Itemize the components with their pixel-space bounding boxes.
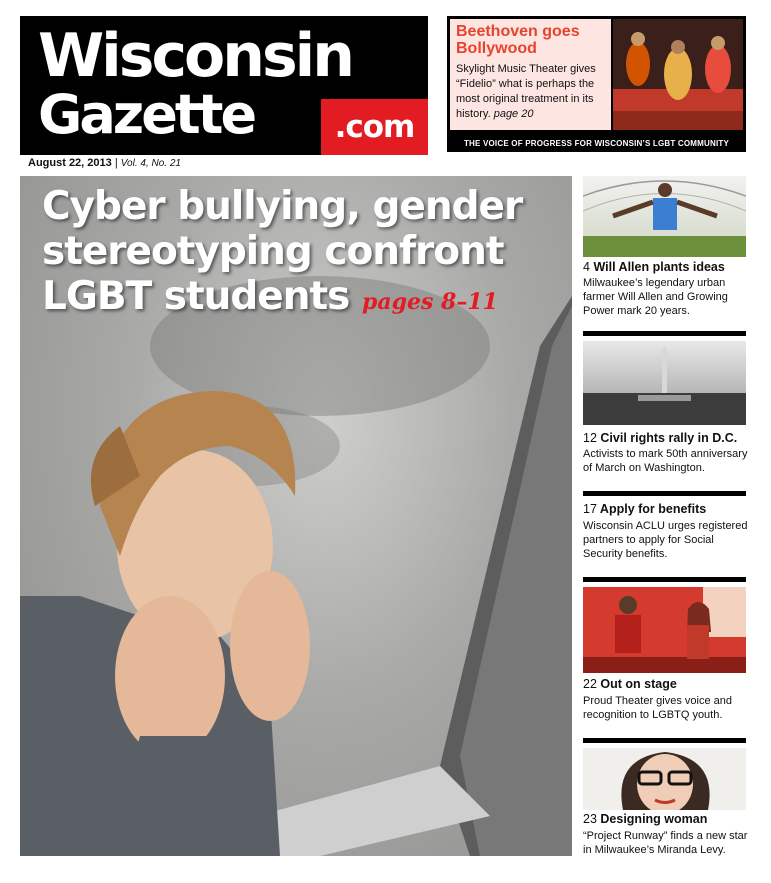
issue-dateline xyxy=(28,157,181,169)
sidebar-item-2-page: 12 xyxy=(583,431,597,445)
sidebar-item-5-label: Designing woman xyxy=(600,812,708,826)
sidebar-item-1-title[interactable] xyxy=(583,260,753,275)
sidebar-divider xyxy=(583,738,746,743)
sidebar-item-5-desc: “Project Runway” finds a new star in Milwaukee’s Miranda Levy. xyxy=(583,830,748,856)
cover-headline xyxy=(42,184,572,325)
sidebar-item-2-title[interactable] xyxy=(583,431,753,446)
masthead-line1: Wisconsin xyxy=(38,21,352,91)
sidebar-photo-miranda-levy xyxy=(583,748,746,810)
masthead xyxy=(20,16,428,155)
sidebar-item-2-desc: Activists to mark 50th anniversary of March on Washington. xyxy=(583,448,748,474)
sidebar-item-4-title[interactable] xyxy=(583,677,753,692)
sidebar-photo-will-allen xyxy=(583,176,746,257)
sidebar-item-3-title[interactable] xyxy=(583,502,753,517)
promo-text-panel xyxy=(450,19,611,130)
cover-story[interactable] xyxy=(20,176,572,856)
sidebar-photo-washington-rally xyxy=(583,341,746,425)
promo-page-ref: page 20 xyxy=(493,108,534,120)
sidebar-photo-proud-theater xyxy=(583,587,746,673)
sidebar-item-5-page: 23 xyxy=(583,812,597,826)
sidebar-item-1-label: Will Allen plants ideas xyxy=(593,260,725,274)
sidebar-item-1-page: 4 xyxy=(583,260,590,274)
promo-desc-text: Skylight Music Theater gives “Fidelio” what is perhaps the most original treatment in its history. xyxy=(456,63,596,120)
dateline-separator: | xyxy=(114,157,121,169)
sidebar-item-3-desc: Wisconsin ACLU urges registered partners to apply for Social Security benefits. xyxy=(583,520,748,560)
promo-headline: Beethoven goes Bollywood xyxy=(456,23,580,57)
sidebar-item-4-label: Out on stage xyxy=(600,677,677,691)
sidebar-item-5-title[interactable] xyxy=(583,812,753,827)
sidebar-item-1-desc: Milwaukee’s legendary urban farmer Will Allen and Growing Power mark 20 years. xyxy=(583,277,728,317)
sidebar-item-3-label: Apply for benefits xyxy=(599,502,707,516)
sidebar-item-4-page: 22 xyxy=(583,677,597,691)
sidebar-divider xyxy=(583,491,746,496)
issue-date: August 22, 2013 xyxy=(28,157,112,169)
promo-photo-dancers xyxy=(613,19,743,130)
cover-pages-ref: pages 8–11 xyxy=(361,289,498,315)
sidebar-item-3-page: 17 xyxy=(583,502,597,516)
promo-box[interactable] xyxy=(447,16,746,152)
sidebar-divider xyxy=(583,577,746,582)
cover-headline-text: Cyber bullying, gender stereotyping confront LGBT students xyxy=(42,184,523,319)
masthead-line2: Gazette xyxy=(38,83,255,146)
masthead-tagline: THE VOICE OF PROGRESS FOR WISCONSIN’S LGBT COMMUNITY xyxy=(463,139,730,148)
promo-description xyxy=(456,62,605,122)
masthead-dotcom: .com xyxy=(321,99,428,155)
sidebar-item-4-desc: Proud Theater gives voice and recognition to LGBTQ youth. xyxy=(583,695,732,721)
sidebar-divider xyxy=(583,331,746,336)
issue-volume: Vol. 4, No. 21 xyxy=(120,158,181,169)
sidebar-item-2-label: Civil rights rally in D.C. xyxy=(600,431,738,445)
